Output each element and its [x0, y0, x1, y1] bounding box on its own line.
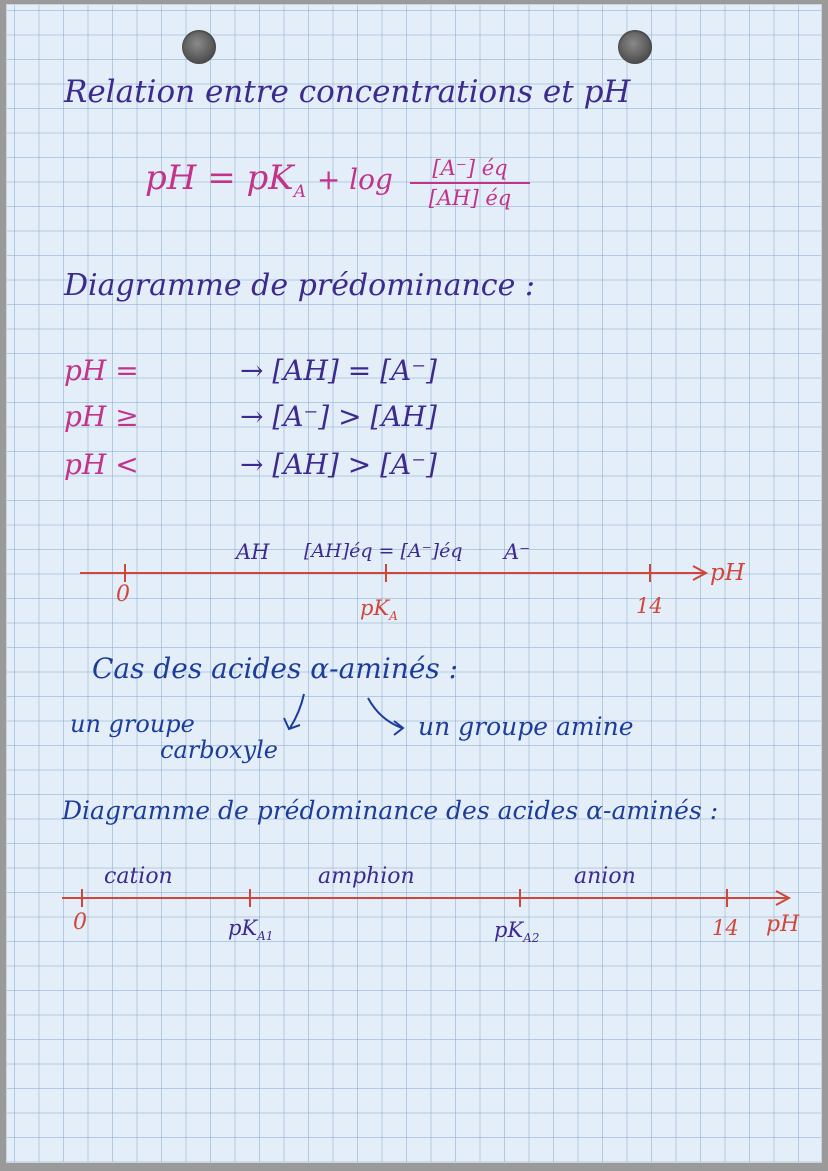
alpha-title: Cas des acides α-aminés : [92, 652, 459, 685]
group-amine: un groupe amine [418, 712, 634, 741]
fraction-numerator: [A⁻] éq [432, 156, 508, 180]
axis2-pka2-text: pK [494, 918, 524, 942]
axis2-pka1-text: pK [228, 916, 258, 940]
condition-left-2: pH ≥ [64, 400, 139, 433]
axis2-pka2-label [494, 918, 539, 945]
axis1-fourteen-label: 14 [636, 594, 663, 618]
condition-result-3: → [AH] > [A⁻] [240, 448, 437, 481]
formula-pka-sub: A [293, 182, 306, 202]
fraction-denominator: [AH] éq [428, 186, 512, 210]
group-carboxyle-line1: un groupe [70, 710, 195, 738]
axis1-zero-label: 0 [116, 582, 130, 607]
axis2-ph-label: pH [766, 912, 800, 937]
page-title: Relation entre concentrations et pH [64, 74, 631, 110]
axis1-left-species: AH [236, 540, 270, 564]
axis1-middle-label: [AH]éq = [A⁻]éq [304, 540, 463, 562]
diagram2-title: Diagramme de prédominance des acides α-aminés : [62, 796, 719, 825]
axis2-anion-label: anion [574, 864, 636, 889]
condition-left-1: pH = [64, 354, 139, 387]
axis1-ph-label: pH [710, 560, 745, 586]
axis2-pka1-sub: A1 [257, 929, 274, 943]
axis2-pka1-label [228, 916, 273, 943]
axis2-zero-label: 0 [73, 910, 87, 935]
axis1-pka-label [360, 596, 398, 623]
formula-equals: = [207, 158, 236, 198]
formula-pka: pK [246, 158, 294, 198]
axis2-pka2-sub: A2 [523, 931, 540, 945]
arrow-to-carboxyle [290, 694, 304, 728]
formula-ph: pH [145, 158, 197, 198]
condition-result-1: → [AH] = [A⁻] [240, 354, 437, 387]
condition-result-2: → [A⁻] > [AH] [240, 400, 437, 433]
axis2-cation-label: cation [104, 864, 173, 889]
group-carboxyle-line2: carboxyle [160, 736, 279, 764]
axis1-pka-text: pK [360, 596, 390, 620]
diagram-title: Diagramme de prédominance : [64, 268, 535, 303]
axis1-pka-sub: A [389, 609, 398, 623]
arrow-to-amine-head [394, 721, 403, 735]
condition-left-3: pH < [64, 448, 139, 481]
axis2-amphion-label: amphion [318, 864, 415, 889]
axis1-right-species: A⁻ [504, 540, 531, 564]
axis2-fourteen-label: 14 [712, 916, 739, 940]
formula-log: + log [316, 163, 393, 196]
